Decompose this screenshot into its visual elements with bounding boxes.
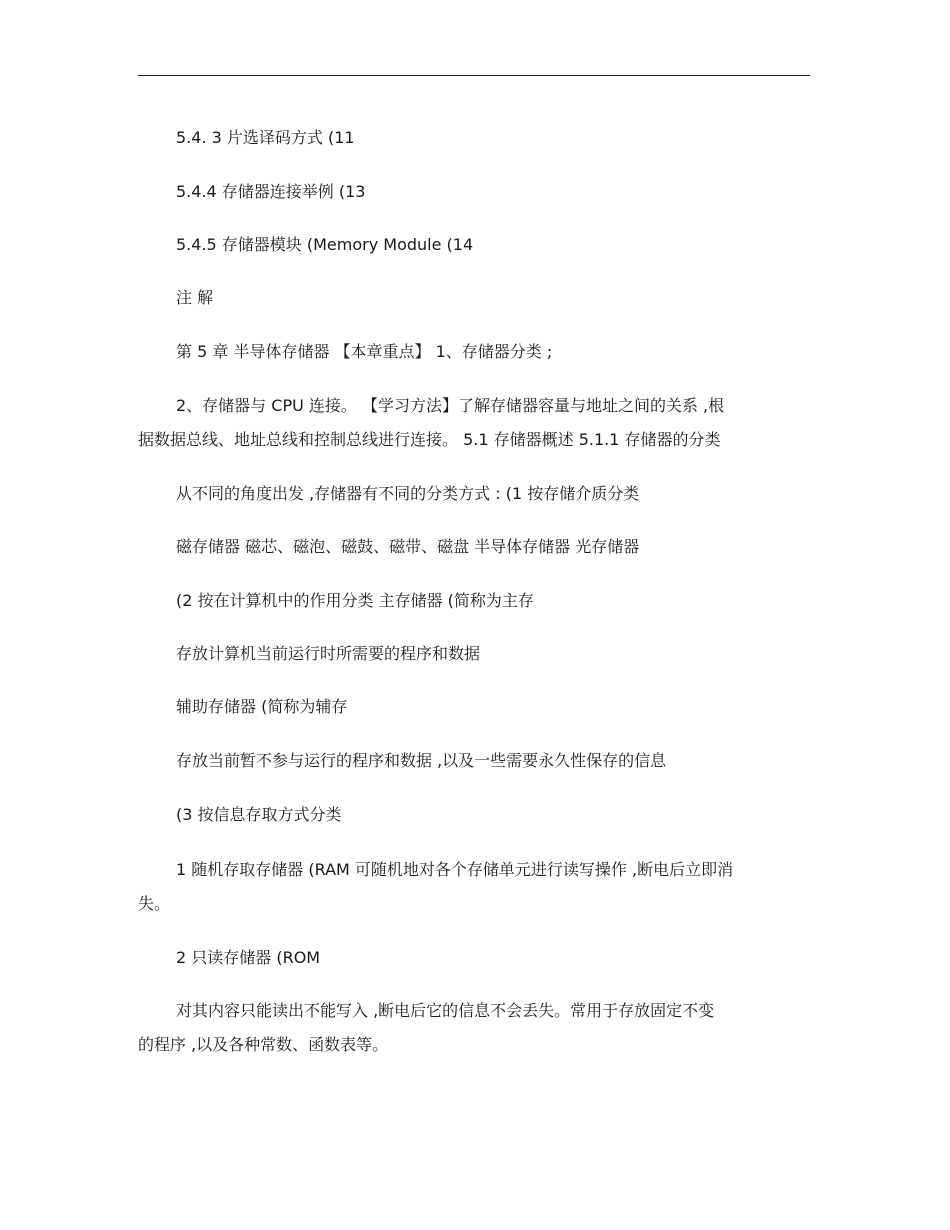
toc-line-5-4-4: 5.4.4 存储器连接举例 (13 (176, 182, 366, 201)
paragraph-line: 2、存储器与 CPU 连接。 【学习方法】了解存储器容量与地址之间的关系 ,根 (176, 396, 725, 415)
note-heading: 注 解 (176, 288, 214, 307)
paragraph-line: (3 按信息存取方式分类 (176, 805, 342, 824)
chapter-heading: 第 5 章 半导体存储器 【本章重点】 1、存储器分类 ; (176, 342, 553, 361)
paragraph-line: 失。 (138, 894, 171, 913)
header-rule (138, 75, 810, 76)
paragraph-line: 存放计算机当前运行时所需要的程序和数据 (176, 644, 481, 663)
paragraph-line: 辅助存储器 (简称为辅存 (176, 697, 348, 716)
paragraph-line: 对其内容只能读出不能写入 ,断电后它的信息不会丢失。常用于存放固定不变 (176, 1001, 715, 1020)
paragraph-line: (2 按在计算机中的作用分类 主存储器 (简称为主存 (176, 591, 534, 610)
paragraph-line: 从不同的角度出发 ,存储器有不同的分类方式 : (1 按存储介质分类 (176, 484, 640, 503)
paragraph-line: 存放当前暂不参与运行的程序和数据 ,以及一些需要永久性保存的信息 (176, 751, 667, 770)
paragraph-line: 1 随机存取存储器 (RAM 可随机地对各个存储单元进行读写操作 ,断电后立即消 (176, 860, 734, 879)
paragraph-line: 2 只读存储器 (ROM (176, 948, 321, 967)
toc-line-5-4-5: 5.4.5 存储器模块 (Memory Module (14 (176, 235, 474, 254)
paragraph-line: 的程序 ,以及各种常数、函数表等。 (138, 1035, 389, 1054)
paragraph-line: 磁存储器 磁芯、磁泡、磁鼓、磁带、磁盘 半导体存储器 光存储器 (176, 537, 640, 556)
paragraph-line: 据数据总线、地址总线和控制总线进行连接。 5.1 存储器概述 5.1.1 存储器的分类 (138, 430, 721, 449)
toc-line-5-4-3: 5.4. 3 片选译码方式 (11 (176, 128, 355, 147)
